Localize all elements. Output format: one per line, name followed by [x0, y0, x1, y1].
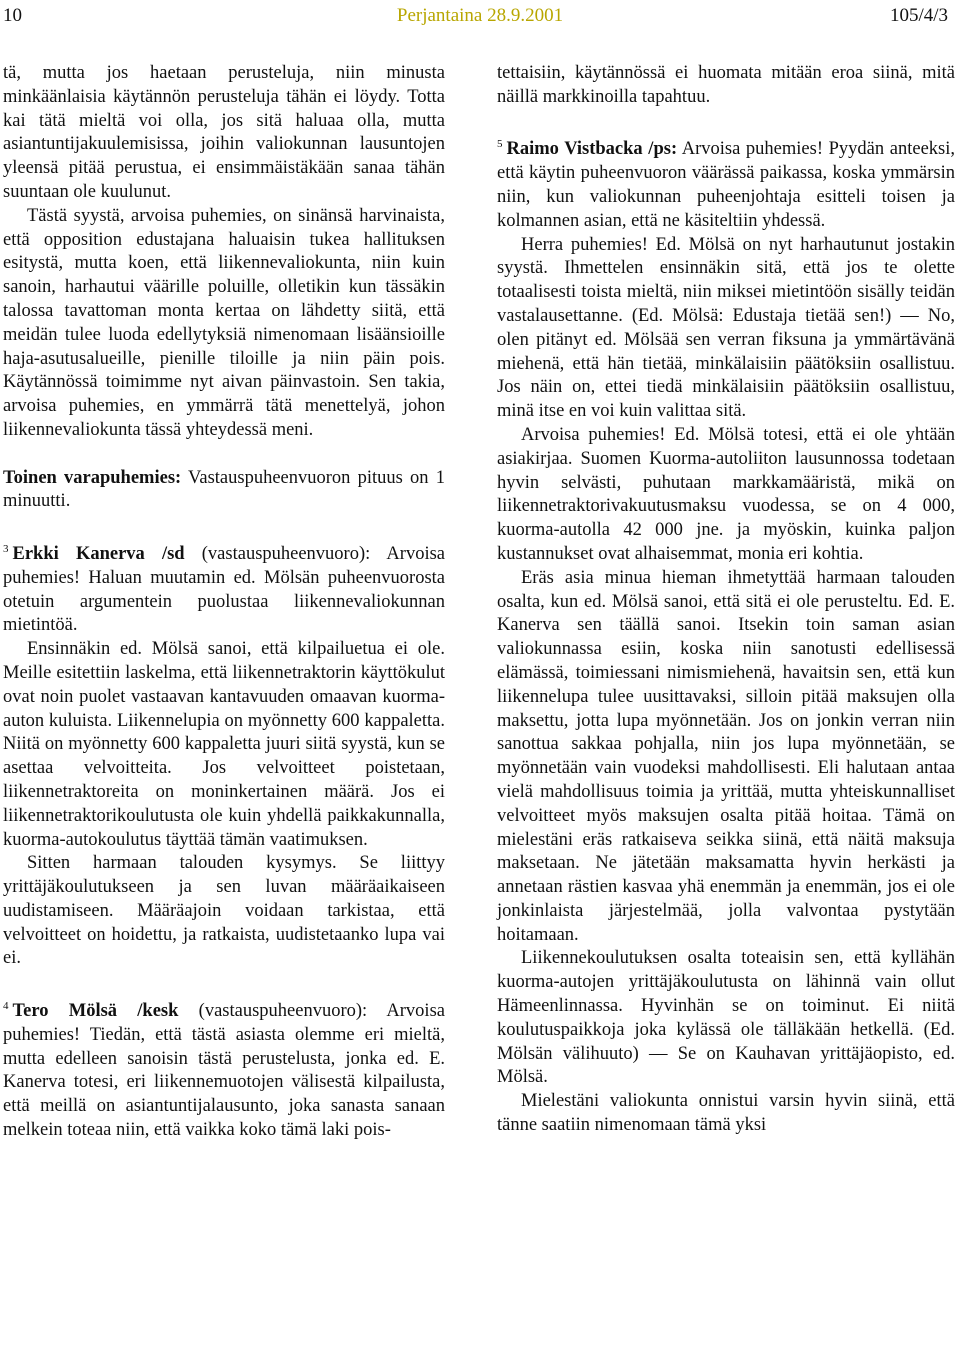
speaker-name: Erkki Kanerva /sd [12, 543, 185, 564]
paragraph: Ensinnäkin ed. Mölsä sanoi, että kilpailuetua ei ole. Meille esitettiin laskelma, että liikennetraktorin käyttökulut ovat noin puolet vastaavan kantavuuden omaavan kuorma-auton kuluista. Liikennelupia on myönnetty 600 kappaletta. Niitä on myönnetty 600 kappaletta juuri siitä syystä, kun se asettaa velvoitteita. Jos velvoitteet poistetaan, liikennetraktoreita on moninkertainen määrä. Jos ei liikennetraktorikoulutusta ole kuin yhdellä paikkakunnalla, kuorma-autokoulutus täyttää tämän vaatimuksen. [3, 639, 445, 850]
speech-number: 4 [3, 1000, 9, 1013]
speaker-paragraph [3, 467, 445, 515]
page-number: 10 [3, 5, 22, 26]
speech-text: (vastauspuheenvuoro): Arvoisa puhemies! Haluan muutamin ed. Mölsän puheenvuorosta otetuin argumentein puolustaa liikennevaliokunnan mietintöä. [3, 543, 445, 636]
session-date: Perjantaina 28.9.2001 [396, 5, 564, 26]
speaker-paragraph [3, 538, 445, 638]
speaker-name: Toinen varapuhemies: [3, 467, 182, 488]
page-header [0, 0, 960, 36]
speaker-name: Tero Mölsä /kesk [12, 1001, 179, 1022]
speech-text: (vastauspuheenvuoro): Arvoisa puhemies! Tiedän, että tästä asiasta olemme eri mieltä, mutta edelleen sanoisin tästä perustelusta, jonka ed. E. Kanerva totesi, eri liikennemuotojen välisestä kilpailusta, että meillä on asiantuntijalausunto, joka sanasta sanaan melkein toteaa niin, että vaikka koko tämä laki pois- [3, 1001, 445, 1141]
paragraph: Arvoisa puhemies! Ed. Mölsä totesi, että ei ole yhtään asiakirjaa. Suomen Kuorma-autoliiton lausunnossa todetaan hyvin selvästi, puhutaan markkamääristä, mikä on liikennetraktorivakuutusmaksu vuodessa, se on 4 000, kuorma-autolla 42 000 jne. ja myöskin, kuinka paljon kustannukset ovat alhaisemmat, monia eri kohtia. [497, 424, 955, 564]
speech-number: 3 [3, 542, 9, 555]
speaker-paragraph [3, 995, 445, 1143]
paragraph: Mielestäni valiokunta onnistui varsin hyvin siinä, että tänne saatiin nimenomaan tämä yksi [497, 1091, 955, 1136]
speaker-paragraph [497, 133, 955, 233]
speech-text: Vastauspuheenvuoron pituus on 1 minuutti. [3, 467, 445, 512]
paragraph: Liikennekoulutuksen osalta toteaisin sen, että kyllähän kuorma-autojen yrittäjäkoulutusta on lähinnä vain ollut Hämeenlinnassa. Hyvinhän se on toiminut. Ei niitä koulutuspaikkoja joka kylässä ole tälläkään hetkellä. (Ed. Mölsän välihuuto) — Se on Kauhavan yrittäjäopisto, ed. Mölsä. [497, 948, 955, 1088]
paragraph: Tästä syystä, arvoisa puhemies, on sinänsä harvinaista, että opposition edustajana haluaisin tukea hallituksen esitystä, mutta koen, että liikennevaliokunta, niin kuin sanoin, harhautui väärille poluille, olletikin kun tässäkin talossa tavattoman monta kertaa on lähdetty siitä, että meidän tulee luoda edellytyksiä nimenomaan lisäänsioille haja-asutusalueille, pienille tiloille ja niin päin pois. Käytännössä toimimme nyt aivan päinvastoin. Sen takia, arvoisa puhemies, en ymmärrä tätä menettelyä, johon liikennevaliokunta tässä yhteydessä meni. [3, 205, 445, 440]
paragraph: tettaisiin, käytännössä ei huomata mitään eroa siinä, mitä näillä markkinoilla tapahtuu. [497, 63, 955, 107]
left-column [3, 62, 445, 1143]
right-column [497, 62, 955, 1138]
paragraph: Eräs asia minua hieman ihmetyttää harmaan talouden osalta, kun ed. Mölsä sanoi, että sitä ei ole perusteltu. Ed. E. Kanerva sen täällä sanoi. Itsekin toin saman asian valiokunnassa esiin, koska niin sanotusti edellisessä elämässä, toimiessani nimismiehenä, havaitsin sen, että kun liikennelupa tulee uusittavaksi, silloin pitää maksujen olla maksettu, jotta lupa myönnetään. Jos on jonkin verran niin sanottua sakkaa pohjalla, niin jos lupa myönnetään, se myönnetään vain vuodeksi mahdollisesti. Eli halutaan antaa vielä mahdollisuus toimia ja yrittää, mutta yhteiskunnalliset velvoitteet myös maksujen osalta pitää hoitaa. Tämä on mielestäni eräs ratkaiseva seikka siinä, että näitä maksuja maksetaan. Ne jätetään maksamatta hyvin herkästi ja annetaan rästien kasvaa yhä enemmän ja enemmän, jos ei ole jonkinlaista järjestelmää, jolla valvontaa pystytään hoitamaan. [497, 567, 955, 945]
paragraph: Herra puhemies! Ed. Mölsä on nyt harhautunut jostakin syystä. Ihmettelen ensinnäkin sitä, että jos te olette totaalisesti toista mieltä, niin miksei mietintöön sisälly teidän vastalausettanne. (Ed. Mölsä: Edustaja tietää sen!) — No, olen pitänyt ed. Mölsää sen verran fiksuna ja ymmärtävänä miehenä, että hän tietää, minkälaisiin päätöksiin osallistuu. Jos näin on, ettei tiedä minkälaisiin päätöksiin osallistuu, minä itse en voi kuin valittaa sitä. [497, 234, 955, 422]
paragraph: Sitten harmaan talouden kysymys. Se liittyy yrittäjäkoulutukseen ja sen luvan määräaikaiseen uudistamiseen. Määräajoin voidaan tarkistaa, että velvoitteet on hoidettu, ja ratkaista, uudistetaanko lupa vai ei. [3, 853, 445, 969]
speech-number: 5 [497, 138, 503, 151]
speaker-name: Raimo Vistbacka /ps: [506, 139, 678, 160]
document-reference: 105/4/3 [889, 5, 948, 26]
speech-text: Arvoisa puhemies! Pyydän anteeksi, että käytin puheenvuoron väärässä paikassa, koska ymmärsin niin, kun valiokunnan puheenjohtaja esitteli toisen ja kolmannen asian, että ne käsiteltiin yhdessä. [497, 139, 956, 231]
paragraph: tä, mutta jos haetaan perusteluja, niin minusta minkäänlaisia käytännön perusteluja tähän ei löydy. Totta kai tätä mieltä voi olla, jos sitä haluaa olla, mutta asiantuntijakuulemisissa, joihin valiokunnan lausuntojen yleensä pitää perustua, ei ensimmäistäkään sanaa tähän suuntaan ole kuulunut. [3, 63, 445, 202]
